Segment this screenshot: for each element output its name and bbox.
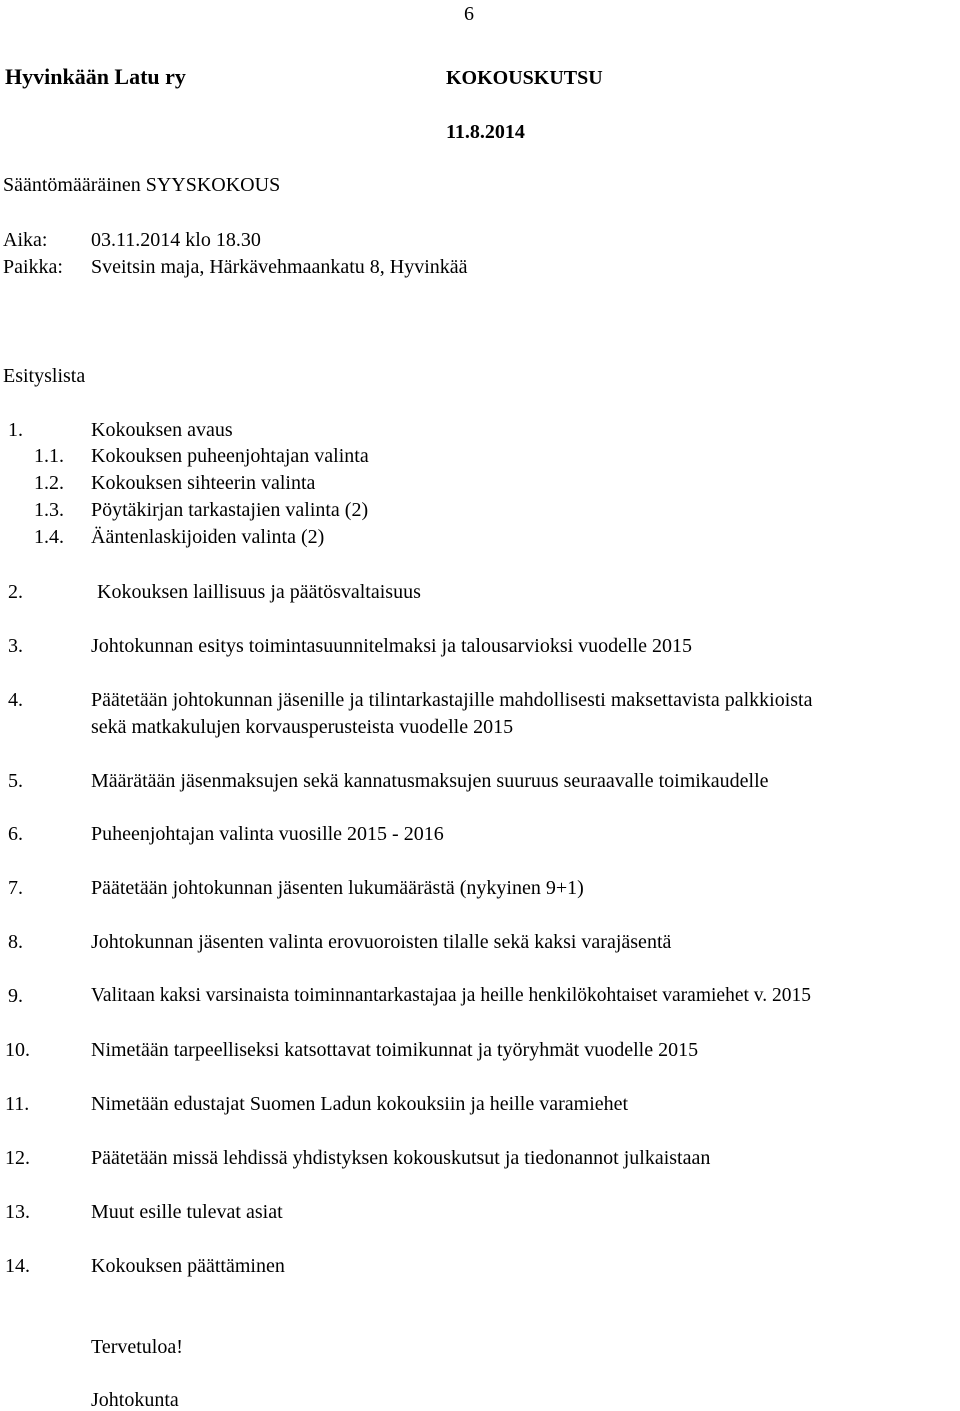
agenda-item-text: Nimetään edustajat Suomen Ladun kokouksiin ja heille varamiehet — [91, 1093, 629, 1115]
agenda-item-number: 10. — [5, 1039, 30, 1061]
agenda-item-number: 12. — [5, 1147, 30, 1169]
agenda-item-text: Päätetään johtokunnan jäsenille ja tilintarkastajille mahdollisesti maksettavista palkkioista — [91, 689, 813, 711]
agenda-item-text: Muut esille tulevat asiat — [91, 1201, 283, 1223]
agenda-item-number: 3. — [8, 635, 23, 657]
agenda-item-number: 5. — [8, 770, 23, 792]
agenda-item-text: Valitaan kaksi varsinaista toiminnantarkastajaa ja heille henkilökohtaiset varamiehet v. 2015 — [91, 985, 812, 1006]
agenda-item-number: 11. — [5, 1093, 30, 1115]
agenda-subitem-text: Kokouksen sihteerin valinta — [91, 472, 316, 494]
closing-signature: Johtokunta — [91, 1389, 179, 1411]
agenda-item-text: Johtokunnan jäsenten valinta erovuoroisten tilalle sekä kaksi varajäsentä — [91, 931, 672, 953]
place-label: Paikka: — [3, 256, 63, 278]
agenda-item-number: 1. — [8, 419, 23, 441]
agenda-item-text: Puheenjohtajan valinta vuosille 2015 - 2016 — [91, 823, 444, 845]
agenda-subitem-text: Pöytäkirjan tarkastajien valinta (2) — [91, 499, 369, 521]
agenda-heading: Esityslista — [3, 365, 86, 387]
document-date: 11.8.2014 — [446, 121, 525, 143]
document-type: KOKOUSKUTSU — [446, 67, 603, 89]
agenda-item-number: 4. — [8, 689, 23, 711]
agenda-item-text: Johtokunnan esitys toimintasuunnitelmaksi ja talousarvioksi vuodelle 2015 — [91, 635, 693, 657]
agenda-item-text: Kokouksen avaus — [91, 419, 233, 441]
time-value: 03.11.2014 klo 18.30 — [91, 229, 261, 251]
agenda-item-text: Päätetään missä lehdissä yhdistyksen kokouskutsut ja tiedonannot julkaistaan — [91, 1147, 711, 1169]
agenda-item-text: Päätetään johtokunnan jäsenten lukumäärästä (nykyinen 9+1) — [91, 877, 584, 899]
meeting-title: Sääntömääräinen SYYSKOKOUS — [3, 174, 281, 196]
agenda-item-number: 13. — [5, 1201, 30, 1223]
time-label: Aika: — [3, 229, 48, 251]
page-number: 6 — [464, 3, 474, 25]
organization-name: Hyvinkään Latu ry — [5, 64, 186, 89]
agenda-item-number: 8. — [8, 931, 23, 953]
agenda-subitem-number: 1.4. — [34, 526, 64, 548]
agenda-item-text: Määrätään jäsenmaksujen sekä kannatusmaksujen suuruus seuraavalle toimikaudelle — [91, 770, 769, 792]
agenda-item-text: Kokouksen päättäminen — [91, 1255, 285, 1277]
agenda-item-number: 2. — [8, 581, 23, 603]
agenda-item-text-continued: sekä matkakulujen korvausperusteista vuodelle 2015 — [91, 716, 514, 738]
agenda-item-number: 7. — [8, 877, 23, 899]
agenda-subitem-text: Kokouksen puheenjohtajan valinta — [91, 445, 369, 467]
agenda-item-text: Nimetään tarpeelliseksi katsottavat toimikunnat ja työryhmät vuodelle 2015 — [91, 1039, 699, 1061]
agenda-item-number: 14. — [5, 1255, 30, 1277]
place-value: Sveitsin maja, Härkävehmaankatu 8, Hyvinkää — [91, 256, 468, 278]
agenda-item-text: Kokouksen laillisuus ja päätösvaltaisuus — [97, 581, 421, 603]
closing-greeting: Tervetuloa! — [91, 1336, 183, 1358]
agenda-item-number: 6. — [8, 823, 23, 845]
agenda-subitem-number: 1.2. — [34, 472, 64, 494]
agenda-subitem-number: 1.1. — [34, 445, 64, 467]
agenda-item-number: 9. — [8, 985, 23, 1007]
agenda-subitem-text: Ääntenlaskijoiden valinta (2) — [91, 526, 325, 548]
agenda-subitem-number: 1.3. — [34, 499, 64, 521]
